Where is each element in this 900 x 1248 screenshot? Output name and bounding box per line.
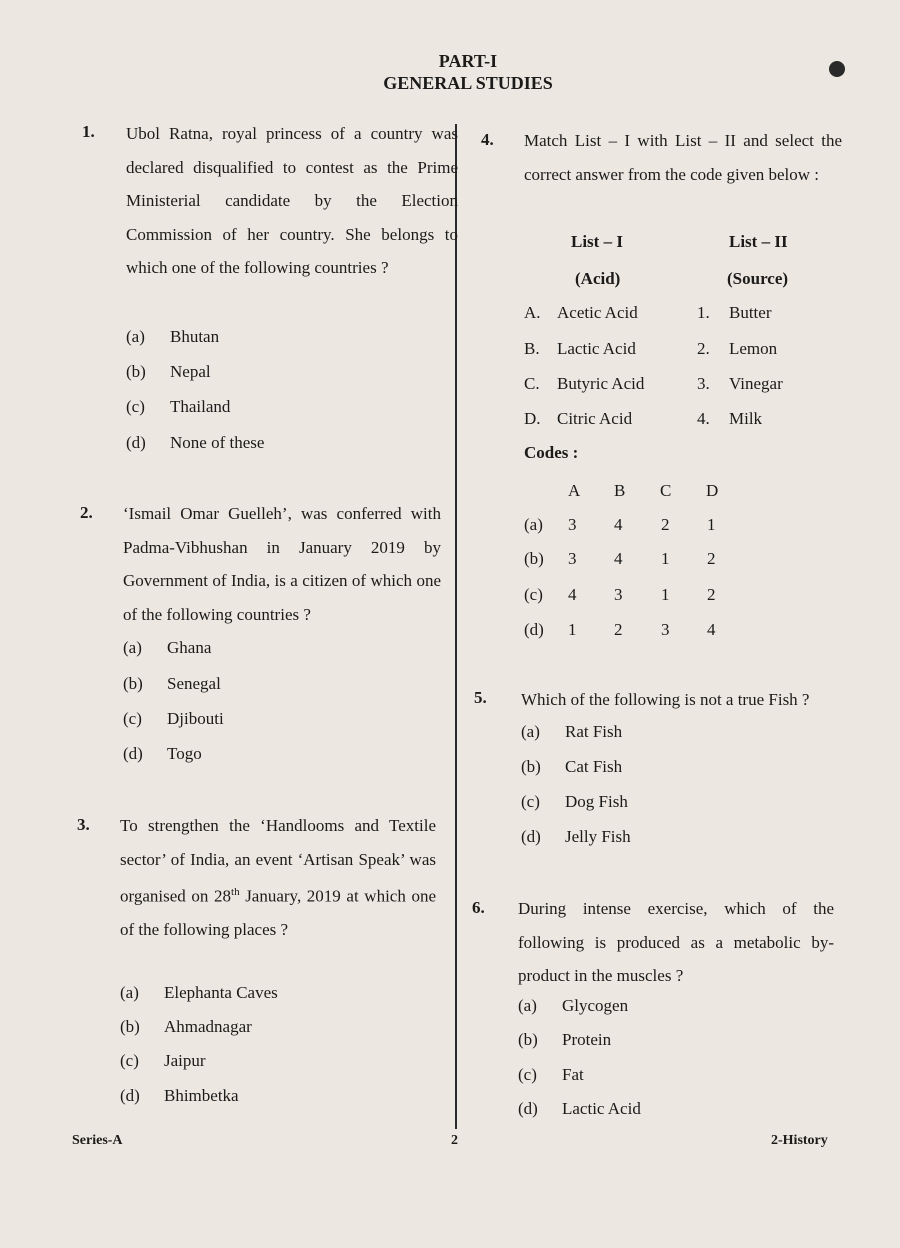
option-b[interactable] — [518, 1030, 611, 1050]
list-item-text: Citric Acid — [557, 409, 633, 428]
question-text: Match List – I with List – II and select the correct answer from the code given below : — [524, 131, 842, 184]
list-item-label: 1. — [697, 303, 710, 322]
option-label: (d) — [518, 1099, 538, 1118]
option-b[interactable] — [123, 674, 221, 694]
option-d[interactable] — [521, 827, 631, 847]
list-item-text: Lemon — [729, 339, 778, 358]
option-a[interactable] — [123, 638, 211, 658]
code-value: 1 — [661, 549, 670, 568]
option-text: Nepal — [170, 362, 211, 381]
option-a[interactable] — [126, 327, 219, 347]
code-label: (d) — [524, 620, 544, 639]
part-label: PART-I — [438, 51, 498, 71]
list-2-item — [697, 303, 772, 323]
code-label: (c) — [524, 585, 543, 604]
list-2-item — [697, 409, 762, 429]
option-d[interactable] — [518, 1099, 641, 1119]
option-label: (b) — [120, 1017, 140, 1036]
code-value: 3 — [568, 515, 577, 534]
list-2-item — [697, 374, 783, 394]
option-label: (a) — [120, 983, 139, 1002]
option-text: Dog Fish — [565, 792, 628, 811]
option-label: (b) — [126, 362, 146, 381]
question-number: 4. — [481, 130, 494, 149]
option-label: (c) — [126, 397, 145, 416]
option-text: Bhutan — [170, 327, 220, 346]
option-text: Senegal — [167, 674, 221, 693]
code-value: 2 — [707, 585, 716, 604]
option-label: (c) — [518, 1065, 537, 1084]
list-item-text: Butyric Acid — [557, 374, 645, 393]
question-number: 2. — [80, 503, 93, 522]
option-text: Rat Fish — [565, 722, 623, 741]
list-2-item — [697, 339, 777, 359]
option-text: Ahmadnagar — [164, 1017, 252, 1036]
option-c[interactable] — [521, 792, 628, 812]
code-value: 2 — [707, 549, 716, 568]
option-text: Cat Fish — [565, 757, 623, 776]
option-label: (a) — [123, 638, 142, 657]
option-label: (d) — [123, 744, 143, 763]
code-label: (a) — [524, 515, 543, 534]
option-c[interactable] — [120, 1051, 206, 1071]
codes-header-cell: B — [614, 481, 626, 500]
option-label: (b) — [123, 674, 143, 693]
option-text: Fat — [562, 1065, 584, 1084]
option-label: (a) — [126, 327, 145, 346]
list-item-text: Vinegar — [729, 374, 783, 393]
option-b[interactable] — [120, 1017, 252, 1037]
list-1-item — [524, 339, 636, 359]
code-value: 4 — [568, 585, 577, 604]
option-d[interactable] — [126, 433, 264, 453]
code-label: (b) — [524, 549, 544, 568]
option-c[interactable] — [518, 1065, 584, 1085]
option-a[interactable] — [521, 722, 622, 742]
option-label: (c) — [123, 709, 142, 728]
question-text — [120, 809, 436, 947]
code-value: 4 — [707, 620, 716, 639]
question-number: 3. — [77, 815, 90, 834]
option-c[interactable] — [126, 397, 230, 417]
subject-code: 2-History — [771, 1133, 828, 1148]
option-text: Jaipur — [164, 1051, 206, 1070]
code-value: 3 — [614, 585, 623, 604]
code-value: 3 — [661, 620, 670, 639]
option-label: (b) — [521, 757, 541, 776]
option-a[interactable] — [518, 996, 628, 1016]
option-b[interactable] — [126, 362, 211, 382]
option-label: (c) — [521, 792, 540, 811]
list-2-title: List – II — [729, 232, 788, 251]
codes-header-cell: D — [706, 481, 719, 500]
option-label: (b) — [518, 1030, 538, 1049]
option-label: (d) — [521, 827, 541, 846]
question-text: During intense exercise, which of the following is produced as a metabolic by-product in the muscles ? — [518, 899, 834, 985]
registration-dot — [829, 61, 845, 77]
option-text: Jelly Fish — [565, 827, 631, 846]
list-item-text: Butter — [729, 303, 772, 322]
question-text: Ubol Ratna, royal princess of a country was declared disqualified to contest as the Prime Ministerial candidate by the Election Commission of her country. She belongs to which one of the following countries ? — [126, 124, 458, 277]
list-item-text: Acetic Acid — [557, 303, 638, 322]
option-label: (d) — [120, 1086, 140, 1105]
code-value: 2 — [661, 515, 670, 534]
list-item-label: 4. — [697, 409, 710, 428]
list-item-text: Lactic Acid — [557, 339, 636, 358]
option-text: Ghana — [167, 638, 212, 657]
list-item-text: Milk — [729, 409, 763, 428]
option-label: (a) — [518, 996, 537, 1015]
option-d[interactable] — [120, 1086, 239, 1106]
code-value: 4 — [614, 515, 623, 534]
option-text: Elephanta Caves — [164, 983, 278, 1002]
list-item-label: D. — [524, 409, 541, 428]
codes-label: Codes : — [524, 443, 579, 462]
series-label: Series-A — [72, 1133, 123, 1148]
list-item-label: 3. — [697, 374, 710, 393]
code-value: 1 — [707, 515, 716, 534]
option-a[interactable] — [120, 983, 278, 1003]
list-item-label: B. — [524, 339, 540, 358]
list-1-item — [524, 409, 632, 429]
option-text: Glycogen — [562, 996, 629, 1015]
codes-header-cell: C — [660, 481, 672, 500]
list-1-item — [524, 374, 644, 394]
option-c[interactable] — [123, 709, 224, 729]
option-text: Djibouti — [167, 709, 224, 728]
section-title: GENERAL STUDIES — [383, 73, 553, 93]
section-header — [0, 50, 900, 94]
option-d[interactable] — [123, 744, 202, 764]
code-value: 4 — [614, 549, 623, 568]
question-number: 6. — [472, 898, 485, 917]
code-value: 3 — [568, 549, 577, 568]
option-text: Bhimbetka — [164, 1086, 239, 1105]
option-text: Thailand — [170, 397, 231, 416]
option-label: (c) — [120, 1051, 139, 1070]
list-item-label: A. — [524, 303, 541, 322]
list-2-subtitle: (Source) — [727, 269, 789, 288]
list-1-subtitle: (Acid) — [575, 269, 621, 288]
option-label: (d) — [126, 433, 146, 452]
code-value: 2 — [614, 620, 623, 639]
question-number: 1. — [82, 122, 95, 141]
list-1-title: List – I — [571, 232, 623, 251]
question-text: ‘Ismail Omar Guelleh’, was conferred with Padma-Vibhushan in January 2019 by Government of India, is a citizen of which one of the following countries ? — [123, 504, 441, 624]
code-value: 1 — [661, 585, 670, 604]
ordinal-suffix: th — [231, 886, 240, 898]
option-text: Lactic Acid — [562, 1099, 641, 1118]
option-text: Togo — [167, 744, 202, 763]
option-text: None of these — [170, 433, 265, 452]
list-1-item — [524, 303, 638, 323]
option-label: (a) — [521, 722, 540, 741]
question-text-part: January, 2019 at which one of the following places ? — [120, 886, 436, 940]
option-b[interactable] — [521, 757, 622, 777]
list-item-label: C. — [524, 374, 540, 393]
option-text: Protein — [562, 1030, 612, 1049]
list-item-label: 2. — [697, 339, 710, 358]
question-number: 5. — [474, 688, 487, 707]
question-text-part: To strengthen the ‘Handlooms and Textile sector’ of India, an event ‘Artisan Speak’ was organised on 28 — [120, 816, 436, 906]
code-value: 1 — [568, 620, 577, 639]
question-text: Which of the following is not a true Fish ? — [521, 690, 810, 709]
codes-header-cell: A — [568, 481, 581, 500]
page-number: 2 — [451, 1133, 458, 1148]
